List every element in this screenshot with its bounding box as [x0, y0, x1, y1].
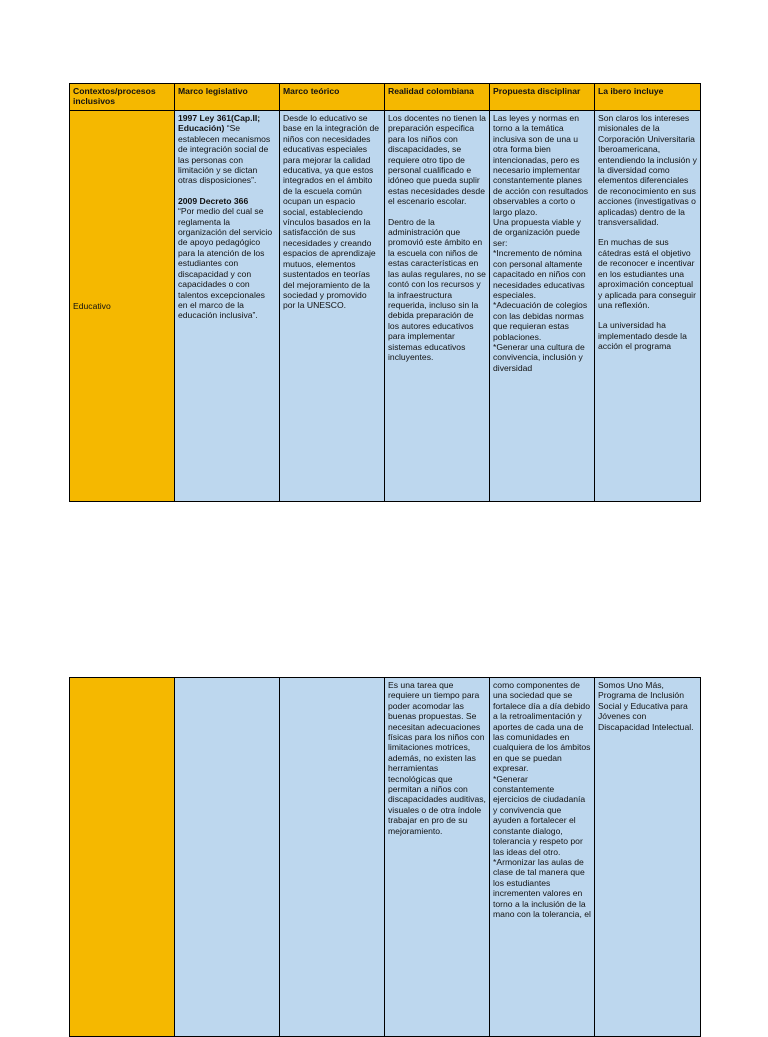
decreto-366-text: “Por medio del cual se reglamenta la organización del servicio de apoyo pedagógico para la atención de los estudiantes con discapacidad y con capacidades o con talentos excepcionales en el marco de la educación inclusiva”.: [178, 206, 273, 321]
header-propuesta-disciplinar: Propuesta disciplinar: [490, 84, 595, 111]
table-row: [70, 111, 701, 502]
ibero-p2: En muchas de sus cátedras está el objetivo de reconocer e incentivar en los estudiantes una aproximación conceptual y aplicada para conseguir una reflexión.: [598, 237, 696, 310]
ley-361-title: 1997 Ley 361(Cap.II; Educación): [178, 113, 261, 134]
propuesta-text: Las leyes y normas en torno a la temática inclusiva son de una u otra forma bien intencionadas, pero es necesario implementar constantemente planes de acción con resultados observables a corto o largo plazo. Una propuesta viable y de organización puede ser: *Incremento de nómina con personal altamente capacitado en niños con necesidades educativas especiales. *Adecuación de colegios con las debidas normas que requieran estas poblaciones. *Generar una cultura de convivencia, inclusión y diversidad: [493, 113, 589, 373]
ibero-p1: Son claros los intereses misionales de la Corporación Universitaria Iberoamericana, entendiendo la inclusión y la diversidad como elementos diferenciales de reconocimiento en sus acciones (investigativas o aplicadas) dentro de la transversalidad.: [598, 113, 697, 228]
ley-361-paragraph: [178, 113, 276, 186]
la-ibero-incluye-cell: [595, 678, 701, 1037]
header-marco-teorico: Marco teórico: [280, 84, 385, 111]
marco-teorico-cell: [280, 678, 385, 1037]
ibero-p3: La universidad ha implementado desde la acción el programa: [598, 320, 687, 352]
marco-legislativo-cell: [175, 111, 280, 502]
context-cell: [70, 678, 175, 1037]
ibero-continuation-text: Somos Uno Más, Programa de Inclusión Social y Educativa para Jóvenes con Discapacidad Intelectual.: [598, 680, 694, 732]
propuesta-disciplinar-cell: [490, 678, 595, 1037]
propuesta-disciplinar-cell: [490, 111, 595, 502]
realidad-p1: Los docentes no tienen la preparación especifica para los niños con discapacidades, se requiere otro tipo de personal cualificado e idóneo que pueda suplir estas necesidades desde el escenario escolar.: [388, 113, 486, 207]
realidad-colombiana-cell: [385, 678, 490, 1037]
la-ibero-incluye-cell: [595, 111, 701, 502]
marco-teorico-cell: [280, 111, 385, 502]
header-realidad-colombiana: Realidad colombiana: [385, 84, 490, 111]
table-row: [70, 678, 701, 1037]
header-contextos: Contextos/procesos inclusivos: [70, 84, 175, 111]
header-row: [70, 84, 701, 111]
marco-legislativo-cell: [175, 678, 280, 1037]
realidad-colombiana-cell: [385, 111, 490, 502]
inclusion-table-page-1: [69, 83, 701, 502]
realidad-p2: Dentro de la administración que promovió este ámbito en la escuela con niños de estas características en las aulas regulares, no se contó con los recursos y la infraestructura requerida, incluso sin la debida preparación de los autores educativos para implementar sistemas educativos incluyentes.: [388, 216, 486, 362]
decreto-366-paragraph: [178, 196, 276, 321]
header-la-ibero-incluye: La ibero incluye: [595, 84, 701, 111]
realidad-continuation-text: Es una tarea que requiere un tiempo para poder acomodar las buenas propuestas. Se necesitan adecuaciones físicas para los niños con limitaciones motrices, además, no existen las herramientas tecnológicas que permitan a niños con discapacidades auditivas, visuales o de otra índole trabajar en pro de su mejoramiento.: [388, 680, 486, 836]
header-marco-legislativo: Marco legislativo: [175, 84, 280, 111]
decreto-366-title: 2009 Decreto 366: [178, 195, 249, 206]
context-cell: Educativo: [70, 111, 175, 502]
ley-361-text: “Se establecen mecanismos de integración social de las personas con limitación y se dictan otras disposiciones”.: [178, 123, 271, 186]
inclusion-table-page-2: [69, 677, 701, 1037]
marco-teorico-text: Desde lo educativo se base en la integración de niños con necesidades educativas especiales para mejorar la calidad educativa, ya que estos integrados en el ámbito de la escuela común ocupan un espacio social, estableciendo vínculos basados en la satisfacción de sus necesidades y creando espacios de aprendizaje mutuos, elementos sustentados en teorías del mejoramiento de la sociedad y promovido por la UNESCO.: [283, 113, 380, 311]
propuesta-continuation-text: como componentes de una sociedad que se fortalece día a día debido a la retroalimentación y aportes de cada una de las comunidades en cualquiera de los ámbitos en que se puedan expresar. *Generar constantemente ejercicios de ciudadanía y convivencia que ayuden a fortalecer el constante dialogo, tolerancia y respeto por las ideas del otro. *Armonizar las aulas de clase de tal manera que los estudiantes incrementen valores en torno a la inclusión de la mano con la tolerancia, el: [493, 680, 591, 919]
